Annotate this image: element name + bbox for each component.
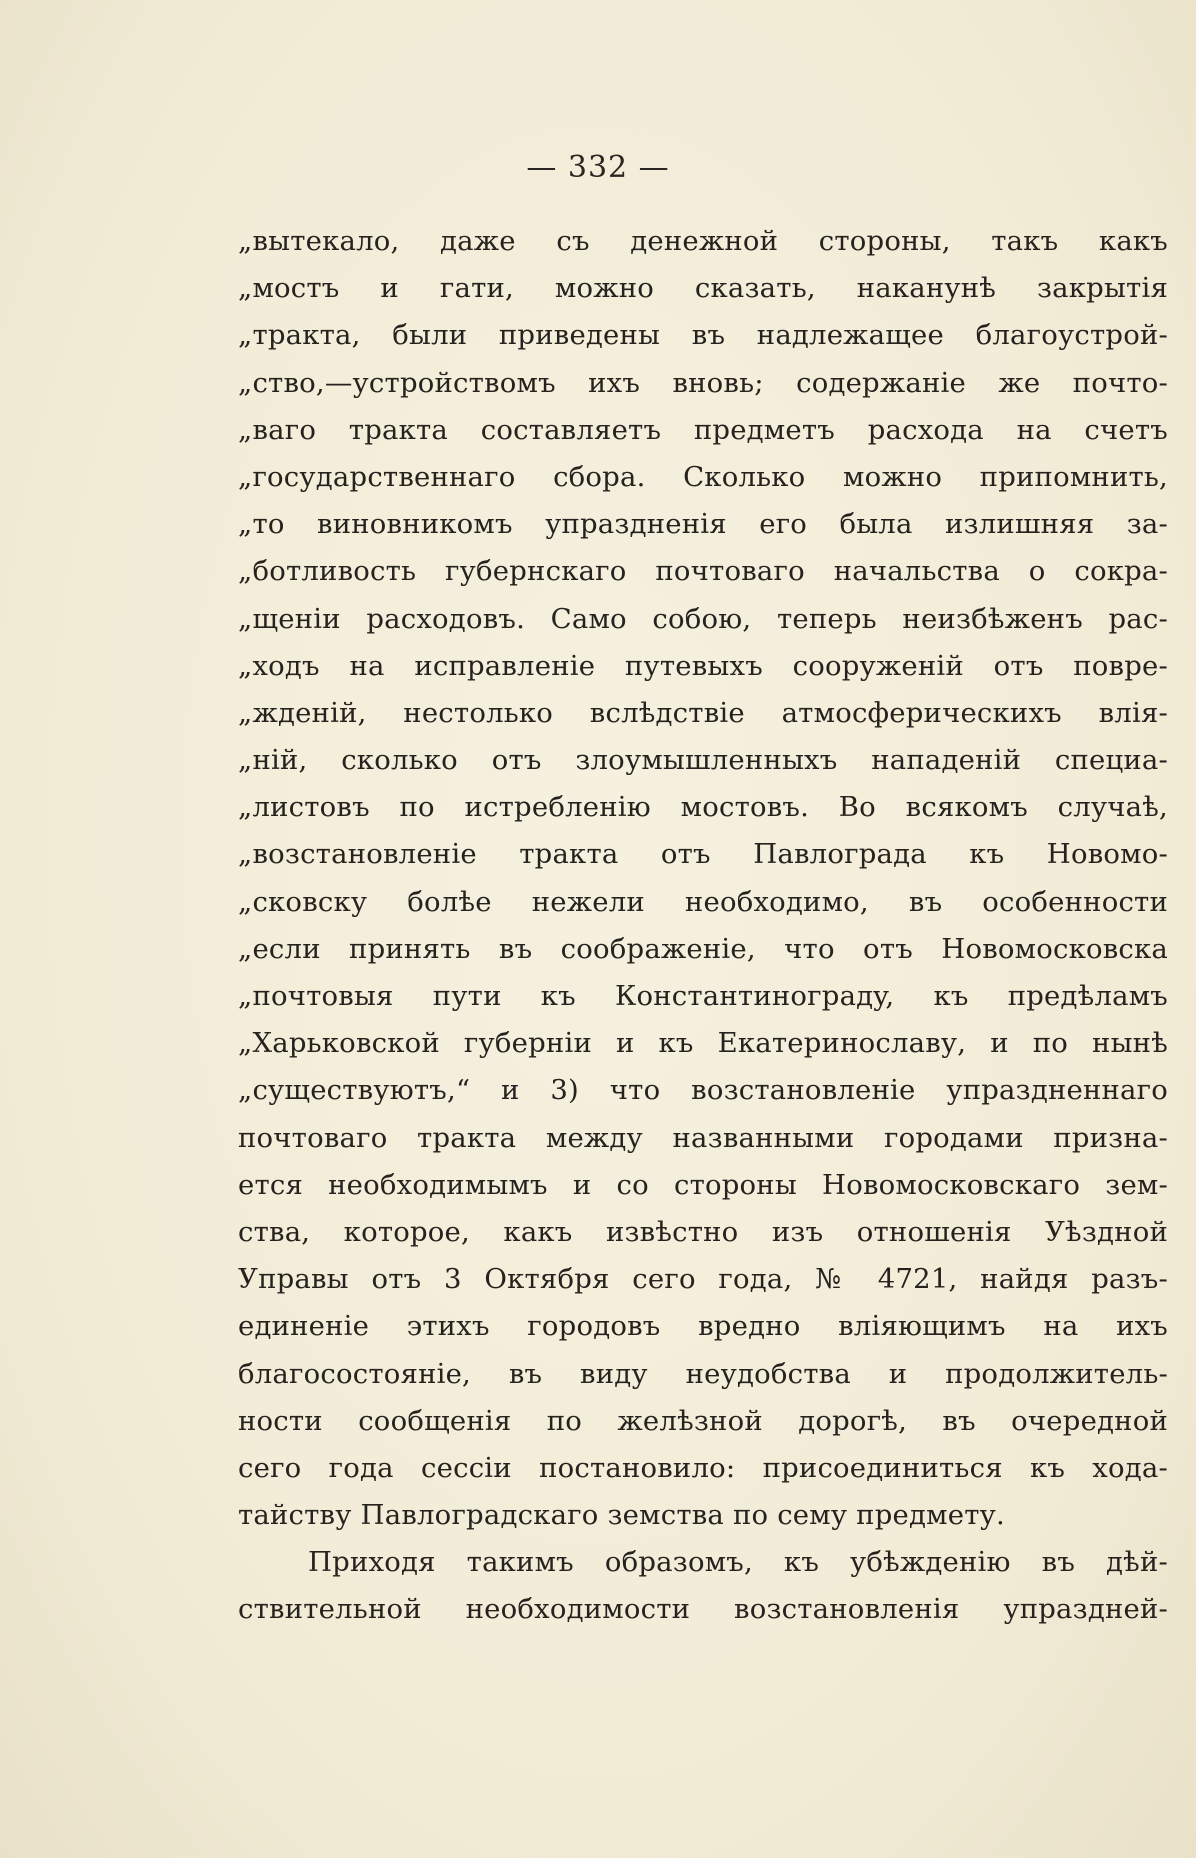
- text-line: „возстановленіе тракта отъ Павлограда къ Новомо-: [238, 838, 1168, 871]
- text-line: „существуютъ,“ и 3) что возстановленіе упраздненнаго: [238, 1074, 1168, 1107]
- text-line: „листовъ по истребленію мостовъ. Во всякомъ случаѣ,: [238, 791, 1168, 824]
- text-line: „то виновникомъ упраздненія его была излишняя за-: [238, 508, 1168, 541]
- text-line: единеніе этихъ городовъ вредно вліяющимъ на ихъ: [238, 1310, 1168, 1343]
- text-line: „ходъ на исправленіе путевыхъ сооруженій отъ повре-: [238, 649, 1168, 682]
- text-line: „сковску болѣе нежели необходимо, въ особенности: [238, 885, 1168, 918]
- text-line: сего года сессіи постановило: присоединиться къ хода-: [238, 1451, 1168, 1484]
- text-line: ется необходимымъ и со стороны Новомосковскаго зем-: [238, 1168, 1168, 1201]
- text-line: „ній, сколько отъ злоумышленныхъ нападеній специа-: [238, 744, 1168, 777]
- text-line: „ботливость губернскаго почтоваго начальства о сокра-: [238, 555, 1168, 588]
- text-line: „Харьковской губерніи и къ Екатеринославу, и по нынѣ: [238, 1027, 1168, 1060]
- text-line: почтоваго тракта между названными городами призна-: [238, 1121, 1168, 1154]
- text-line: тайству Павлоградскаго земства по сему предмету.: [238, 1499, 1005, 1532]
- text-line: Управы отъ 3 Октября сего года, № 4721, найдя разъ-: [238, 1263, 1168, 1296]
- body-text: [238, 218, 1168, 1634]
- text-line: „если принять въ соображеніе, что отъ Новомосковска: [238, 932, 1168, 965]
- text-line: „ваго тракта составляетъ предметъ расхода на счетъ: [238, 413, 1168, 446]
- text-line: „тракта, были приведены въ надлежащее благоустрой-: [238, 319, 1168, 352]
- text-line: ствительной необходимости возстановленія упраздней-: [238, 1593, 1168, 1626]
- text-line: ства, которое, какъ извѣстно изъ отношенія Уѣздной: [238, 1215, 1168, 1248]
- text-line: благосостояніе, въ виду неудобства и продолжитель-: [238, 1357, 1168, 1390]
- text-line: „почтовыя пути къ Константиноградy, къ предѣламъ: [238, 980, 1168, 1012]
- text-line: „ство,—устройствомъ ихъ вновь; содержаніе же почто-: [238, 366, 1168, 399]
- text-line: „мостъ и гати, можно сказать, наканунѣ закрытія: [238, 272, 1168, 305]
- text-line: „щеніи расходовъ. Само собою, теперь неизбѣженъ рас-: [238, 602, 1168, 635]
- text-line: Приходя такимъ образомъ, къ убѣжденію въ дѣй-: [308, 1546, 1168, 1579]
- text-line: „жденій, нестолько вслѣдствіе атмосферическихъ влія-: [238, 696, 1168, 729]
- text-line: „вытекало, даже съ денежной стороны, такъ какъ: [238, 225, 1168, 257]
- text-line: „государственнаго сбора. Сколько можно припомнить,: [238, 460, 1168, 493]
- text-line: ности сообщенія по желѣзной дорогѣ, въ очередной: [238, 1404, 1168, 1437]
- page-number: — 332 —: [526, 150, 670, 185]
